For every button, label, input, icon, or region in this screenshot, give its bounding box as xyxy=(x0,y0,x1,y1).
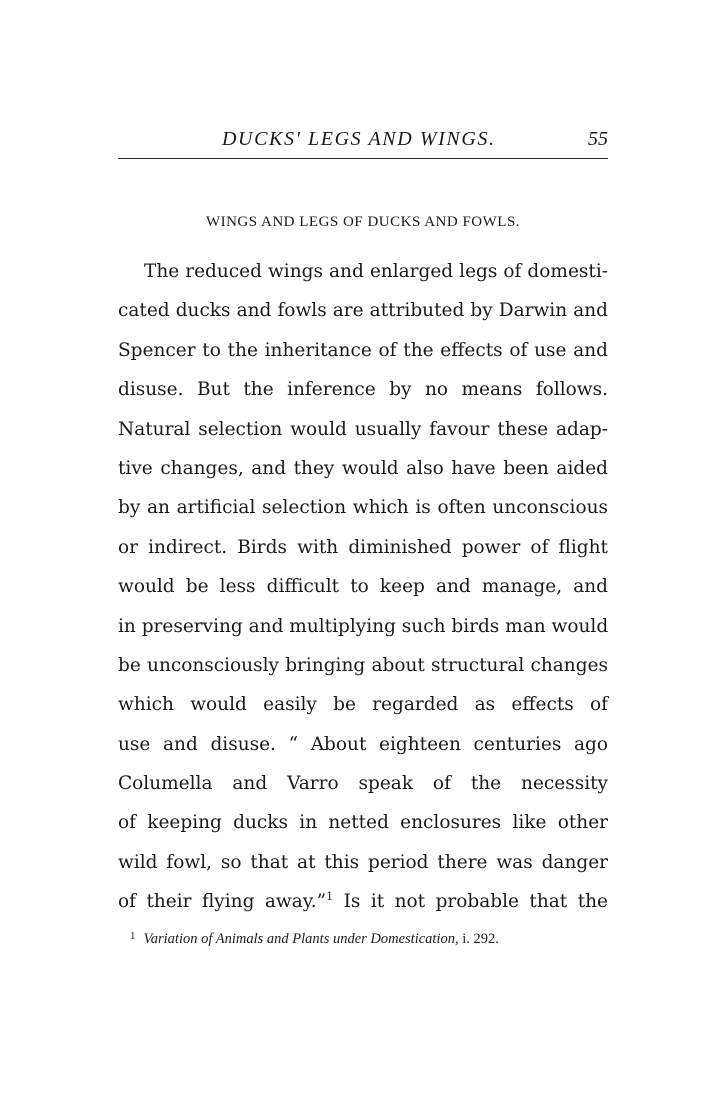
footnote xyxy=(130,930,608,948)
text-line: Columella and Varro speak of the necessity xyxy=(118,773,608,795)
footnote-marker: 1 xyxy=(130,930,136,942)
text-line: cated ducks and fowls are attributed by Darwin and xyxy=(118,300,608,322)
page-number: 55 xyxy=(588,128,608,150)
text-line: use and disuse. “ About eighteen centuries ago xyxy=(118,733,608,755)
header-rule xyxy=(118,158,608,159)
text-line: Natural selection would usually favour these adap- xyxy=(118,418,608,440)
running-head xyxy=(118,118,608,158)
text-line-last-start: of their flying away.” xyxy=(118,891,327,913)
text-line-last-end: Is it not probable that the xyxy=(333,891,608,913)
text-line-last xyxy=(118,882,608,921)
text-line: Spencer to the inheritance of the effects of use and xyxy=(118,339,608,361)
running-title: DUCKS' LEGS AND WINGS. xyxy=(222,128,496,150)
text-line: be unconsciously bringing about structural changes xyxy=(118,654,608,676)
footnote-reference[interactable]: 1 xyxy=(326,890,334,904)
text-line: The reduced wings and enlarged legs of domesti- xyxy=(144,261,608,282)
text-line: tive changes, and they would also have been aided xyxy=(118,457,608,479)
text-line: which would easily be regarded as effects of xyxy=(118,694,608,716)
text-line: by an artificial selection which is often unconscious xyxy=(118,497,608,519)
text-line: disuse. But the inference by no means follows. xyxy=(118,379,608,401)
section-heading: WINGS AND LEGS OF DUCKS AND FOWLS. xyxy=(205,214,521,230)
text-line: would be less difficult to keep and manage, and xyxy=(118,576,608,598)
text-line: of keeping ducks in netted enclosures like other xyxy=(118,812,608,834)
text-line: or indirect. Birds with diminished power of flight xyxy=(118,536,608,558)
footnote-ref: i. 292. xyxy=(458,931,499,947)
text-line: wild fowl, so that at this period there was danger xyxy=(118,851,608,873)
text-line: in preserving and multiplying such birds man would xyxy=(118,615,609,637)
body-text xyxy=(118,252,608,922)
footnote-title: Variation of Animals and Plants under Domestication, xyxy=(143,931,459,947)
